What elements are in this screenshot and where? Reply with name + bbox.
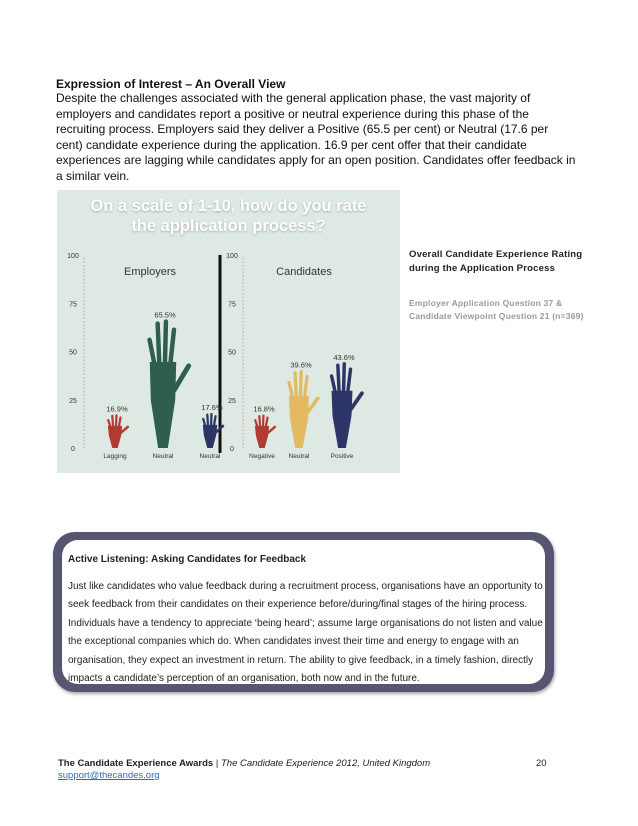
- data-label: 16.9%: [106, 404, 128, 414]
- y-tick-label: 0: [230, 446, 234, 453]
- y-tick-label: 50: [228, 349, 236, 357]
- data-label: 16.8%: [253, 404, 275, 414]
- y-tick-label: 75: [228, 301, 236, 309]
- footer-separator: |: [215, 758, 219, 769]
- page-footer: [58, 758, 558, 769]
- category-label: Lagging: [103, 453, 127, 460]
- intro-paragraph: Despite the challenges associated with the general application phase, the vast majority of employers and candidates report a positive or neutral experience during this phase of the recruiting process. Employers said they deliver a Positive (65.5 per cent) or Neutral (17.6 per cent) candidate experience during the application. 16.9 per cent offer that their candidate experiences are lagging while candidates apply for an open position. Candidates offer feedback in a similar vein.: [56, 91, 576, 183]
- data-label: 17.6%: [201, 403, 223, 413]
- data-label: 39.6%: [290, 360, 312, 370]
- y-tick-label: 25: [69, 397, 77, 405]
- page-number: 20: [536, 758, 547, 769]
- data-label: 65.5%: [154, 310, 176, 320]
- y-tick-label: 75: [69, 301, 77, 309]
- category-label: Neutral: [288, 453, 310, 460]
- chart-figure: [57, 190, 400, 473]
- category-label: Negative: [249, 453, 275, 460]
- callout-inner: [62, 540, 545, 684]
- y-tick-label: 0: [71, 446, 75, 453]
- hand-bar: [289, 372, 318, 448]
- chart-title-line-2: the application process?: [131, 217, 326, 235]
- chart-title: [57, 196, 400, 236]
- footer-brand: The Candidate Experience Awards: [58, 758, 214, 769]
- y-tick-label: 100: [226, 253, 238, 260]
- figure-caption-source: Employer Application Question 37 & Candidate Viewpoint Question 21 (n=369): [409, 298, 584, 321]
- category-label: Neutral: [199, 453, 221, 460]
- panel-title: Candidates: [276, 266, 332, 278]
- panel-title: Employers: [124, 266, 176, 278]
- hand-bar: [332, 364, 362, 448]
- hand-bar: [108, 415, 128, 448]
- callout-title: Active Listening: Asking Candidates for Feedback: [68, 554, 307, 565]
- chart-title-line-1: On a scale of 1-10, how do you rate: [90, 197, 367, 215]
- hand-bar: [150, 322, 189, 448]
- y-tick-label: 100: [67, 253, 79, 260]
- category-label: Positive: [330, 453, 354, 460]
- footer-subtitle: The Candidate Experience 2012, United Kingdom: [220, 758, 431, 769]
- support-email-link[interactable]: support@thecandes.org: [58, 770, 160, 781]
- data-label: 43.6%: [333, 352, 355, 362]
- hand-bar: [255, 416, 275, 448]
- y-tick-label: 25: [228, 397, 236, 405]
- figure-caption-title: Overall Candidate Experience Rating during the Application Process: [409, 249, 583, 274]
- category-label: Neutral: [152, 453, 174, 460]
- y-tick-label: 50: [69, 349, 77, 357]
- callout-body: Just like candidates who value feedback during a recruitment process, organisations have an opportunity to seek feedback from their candidates on their experience before/during/final stages of the hiring process. Individuals have a tendency to appreciate ‘being heard’; assume large organisations do not listen and value the exceptional companies which do. When candidates invest their time and energy to engage with an organisation, they expect an investment in return. The ability to give feedback, in a timely fashion, directly impacts a candidate’s perception of an organisation, both now and in the future.: [68, 581, 543, 684]
- section-heading: Expression of Interest – An Overall View: [56, 77, 286, 91]
- callout-box: [53, 532, 554, 692]
